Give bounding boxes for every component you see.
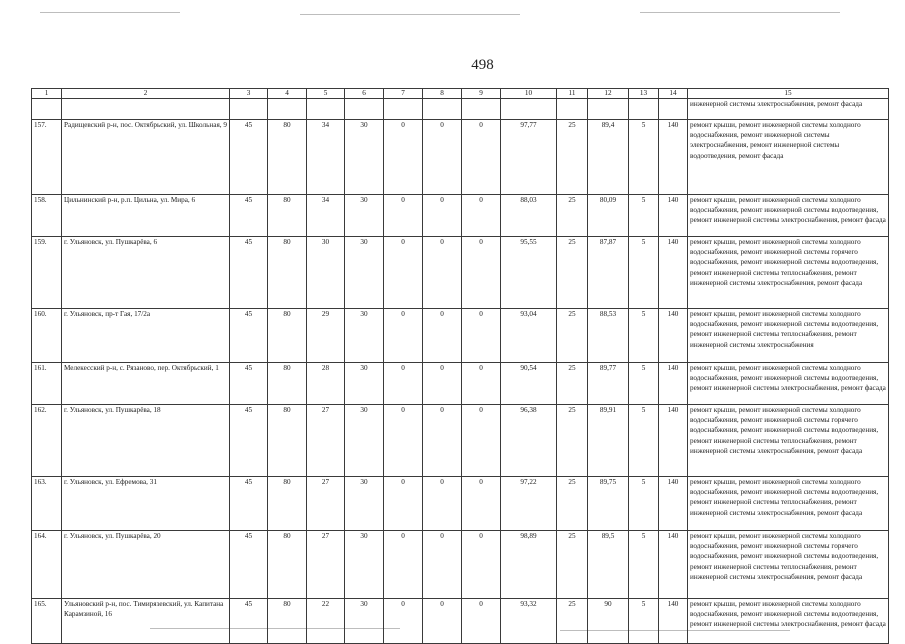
cell-value: 5 — [629, 237, 659, 309]
column-header: 9 — [462, 89, 501, 99]
cell-value: 25 — [557, 120, 588, 195]
cell-num: 162. — [32, 405, 62, 477]
table-row — [32, 531, 889, 599]
cell-value: 89,4 — [588, 120, 629, 195]
cell-value: 5 — [629, 309, 659, 363]
cell-value: 0 — [462, 599, 501, 644]
cell-value: 25 — [557, 405, 588, 477]
cell-value: 45 — [230, 405, 268, 477]
cell-value: 0 — [384, 405, 423, 477]
cell-value: 88,53 — [588, 309, 629, 363]
column-header: 6 — [345, 89, 384, 99]
cell-value: 30 — [345, 531, 384, 599]
table-row — [32, 195, 889, 237]
cell-value: 30 — [345, 120, 384, 195]
cell-value: 30 — [345, 309, 384, 363]
page-number: 498 — [471, 57, 494, 73]
cell-value: 89,75 — [588, 477, 629, 531]
column-header: 11 — [557, 89, 588, 99]
table-row — [32, 405, 889, 477]
cell-value: 97,22 — [501, 477, 557, 531]
cell-value: 80 — [268, 120, 307, 195]
cell-value: 25 — [557, 477, 588, 531]
column-number-row — [32, 89, 889, 99]
column-header: 7 — [384, 89, 423, 99]
cell-value: 80 — [268, 363, 307, 405]
cell-value: 0 — [423, 599, 462, 644]
cell-value: 89,91 — [588, 405, 629, 477]
cell-value: 0 — [423, 237, 462, 309]
cell-value: 140 — [659, 120, 688, 195]
cell-value: 0 — [384, 531, 423, 599]
cell-value: 25 — [557, 195, 588, 237]
table-row — [32, 237, 889, 309]
cell-value: 0 — [423, 309, 462, 363]
cell-value: 89,5 — [588, 531, 629, 599]
cell-address: г. Ульяновск, пр-т Гая, 17/2а — [62, 309, 230, 363]
cell-value: 0 — [384, 309, 423, 363]
cell-address: Радищевский р-н, пос. Октябрьский, ул. Школьная, 9 — [62, 120, 230, 195]
cell-value: 5 — [629, 477, 659, 531]
cell-value: 87,87 — [588, 237, 629, 309]
table-row — [32, 309, 889, 363]
cell-description: ремонт крыши, ремонт инженерной системы холодного водоснабжения, ремонт инженерной системы электроснабжения, ремонт инженерной системы водоотведения, ремонт фасада — [688, 120, 889, 195]
cell-value: 0 — [462, 405, 501, 477]
cell-value: 0 — [462, 363, 501, 405]
cell-description: ремонт крыши, ремонт инженерной системы холодного водоснабжения, ремонт инженерной системы горячего водоснабжения, ремонт инженерной системы водоотведения, ремонт инженерной системы теплоснабжения, ремонт инженерной системы электроснабжения, ремонт фасада — [688, 237, 889, 309]
cell-value: 0 — [423, 195, 462, 237]
cell-num: 161. — [32, 363, 62, 405]
cell-value: 0 — [423, 363, 462, 405]
cell-value: 90 — [588, 599, 629, 644]
cell-value: 30 — [345, 237, 384, 309]
cell-value: 140 — [659, 195, 688, 237]
register-body — [32, 99, 889, 644]
cell-value: 34 — [307, 120, 345, 195]
cell-value: 97,77 — [501, 120, 557, 195]
cell-value: 45 — [230, 120, 268, 195]
cell-value: 45 — [230, 531, 268, 599]
column-header: 12 — [588, 89, 629, 99]
cell-value: 30 — [307, 237, 345, 309]
cell-value: 25 — [557, 237, 588, 309]
scan-artifact — [40, 12, 180, 13]
cell-description: инженерной системы электроснабжения, ремонт фасада — [688, 99, 889, 120]
cell-value: 27 — [307, 405, 345, 477]
cell-value: 80 — [268, 195, 307, 237]
cell-value: 140 — [659, 405, 688, 477]
cell-value: 140 — [659, 309, 688, 363]
cell-value: 80 — [268, 477, 307, 531]
cell-value: 89,77 — [588, 363, 629, 405]
cell-value: 5 — [629, 120, 659, 195]
register-table — [31, 88, 889, 644]
column-header: 3 — [230, 89, 268, 99]
cell-value: 0 — [423, 405, 462, 477]
cell-value: 80 — [268, 405, 307, 477]
cell-value: 0 — [384, 195, 423, 237]
cell-description: ремонт крыши, ремонт инженерной системы холодного водоснабжения, ремонт инженерной системы водоотведения, ремонт инженерной системы теплоснабжения, ремонт инженерной системы электроснабжения, ремонт фасада — [688, 477, 889, 531]
table-row — [32, 120, 889, 195]
cell-address: г. Ульяновск, ул. Пушкарёва, 6 — [62, 237, 230, 309]
cell-value: 30 — [345, 195, 384, 237]
cell-num: 159. — [32, 237, 62, 309]
cell-address: Цильнинский р-н, р.п. Цильна, ул. Мира, 6 — [62, 195, 230, 237]
cell-value: 0 — [384, 120, 423, 195]
cell-value: 45 — [230, 477, 268, 531]
cell-address: Ульяновский р-н, пос. Тимирязевский, ул. Капитана Карамзиной, 16 — [62, 599, 230, 644]
column-header: 14 — [659, 89, 688, 99]
cell-value: 27 — [307, 477, 345, 531]
cell-value: 80 — [268, 531, 307, 599]
cell-value: 30 — [345, 363, 384, 405]
cell-value: 140 — [659, 599, 688, 644]
cell-value: 45 — [230, 237, 268, 309]
cell-value: 140 — [659, 237, 688, 309]
cell-num — [32, 99, 62, 120]
cell-value: 0 — [384, 599, 423, 644]
cell-value: 96,38 — [501, 405, 557, 477]
cell-value: 0 — [384, 237, 423, 309]
cell-value: 5 — [629, 599, 659, 644]
cell-value: 0 — [384, 477, 423, 531]
continuation-row — [32, 99, 889, 120]
cell-value: 30 — [345, 405, 384, 477]
cell-value: 25 — [557, 531, 588, 599]
scan-artifact — [640, 12, 840, 13]
cell-value: 28 — [307, 363, 345, 405]
cell-value: 93,32 — [501, 599, 557, 644]
cell-address: Мелекесский р-н, с. Рязаново, пер. Октябрьский, 1 — [62, 363, 230, 405]
column-header: 10 — [501, 89, 557, 99]
cell-value: 80 — [268, 599, 307, 644]
cell-description: ремонт крыши, ремонт инженерной системы холодного водоснабжения, ремонт инженерной системы горячего водоснабжения, ремонт инженерной системы водоотведения, ремонт инженерной системы теплоснабжения, ремонт инженерной системы электроснабжения, ремонт фасада — [688, 531, 889, 599]
cell-value: 5 — [629, 405, 659, 477]
cell-value: 27 — [307, 531, 345, 599]
cell-num: 165. — [32, 599, 62, 644]
cell-value: 45 — [230, 363, 268, 405]
table-row — [32, 599, 889, 644]
cell-address — [62, 99, 230, 120]
column-header: 2 — [62, 89, 230, 99]
cell-value: 140 — [659, 363, 688, 405]
column-header: 15 — [688, 89, 889, 99]
cell-value: 25 — [557, 309, 588, 363]
cell-value: 0 — [462, 309, 501, 363]
cell-value: 22 — [307, 599, 345, 644]
cell-num: 163. — [32, 477, 62, 531]
cell-description: ремонт крыши, ремонт инженерной системы холодного водоснабжения, ремонт инженерной системы водоотведения, ремонт инженерной системы электроснабжения, ремонт фасада — [688, 363, 889, 405]
cell-num: 164. — [32, 531, 62, 599]
cell-value: 0 — [462, 195, 501, 237]
cell-value: 0 — [384, 363, 423, 405]
cell-value: 140 — [659, 531, 688, 599]
cell-value: 0 — [423, 120, 462, 195]
cell-value: 0 — [462, 120, 501, 195]
cell-value: 30 — [345, 477, 384, 531]
cell-value: 0 — [462, 477, 501, 531]
cell-value: 95,55 — [501, 237, 557, 309]
cell-value: 5 — [629, 363, 659, 405]
column-header: 13 — [629, 89, 659, 99]
cell-value: 34 — [307, 195, 345, 237]
cell-value: 90,54 — [501, 363, 557, 405]
cell-value: 5 — [629, 195, 659, 237]
cell-value: 140 — [659, 477, 688, 531]
cell-value: 93,04 — [501, 309, 557, 363]
cell-description: ремонт крыши, ремонт инженерной системы холодного водоснабжения, ремонт инженерной системы горячего водоснабжения, ремонт инженерной системы водоотведения, ремонт инженерной системы теплоснабжения, ремонт инженерной системы электроснабжения, ремонт фасада — [688, 405, 889, 477]
cell-address: г. Ульяновск, ул. Пушкарёва, 18 — [62, 405, 230, 477]
cell-value: 0 — [423, 477, 462, 531]
cell-value: 80 — [268, 237, 307, 309]
column-header: 8 — [423, 89, 462, 99]
cell-value: 0 — [462, 531, 501, 599]
column-header: 1 — [32, 89, 62, 99]
cell-value: 98,89 — [501, 531, 557, 599]
cell-description: ремонт крыши, ремонт инженерной системы холодного водоснабжения, ремонт инженерной системы водоотведения, ремонт инженерной системы электроснабжения, ремонт фасада — [688, 195, 889, 237]
cell-value: 80 — [268, 309, 307, 363]
scan-artifact — [300, 14, 520, 15]
table-row — [32, 477, 889, 531]
cell-address: г. Ульяновск, ул. Ефремова, 31 — [62, 477, 230, 531]
cell-value: 30 — [345, 599, 384, 644]
cell-value: 45 — [230, 599, 268, 644]
column-header: 4 — [268, 89, 307, 99]
cell-num: 160. — [32, 309, 62, 363]
cell-value: 25 — [557, 363, 588, 405]
cell-value: 25 — [557, 599, 588, 644]
cell-value: 45 — [230, 195, 268, 237]
cell-value: 0 — [423, 531, 462, 599]
cell-value: 45 — [230, 309, 268, 363]
cell-description: ремонт крыши, ремонт инженерной системы холодного водоснабжения, ремонт инженерной системы водоотведения, ремонт инженерной системы электроснабжения, ремонт фасада — [688, 599, 889, 644]
cell-value: 5 — [629, 531, 659, 599]
cell-value: 29 — [307, 309, 345, 363]
cell-value: 88,03 — [501, 195, 557, 237]
cell-num: 157. — [32, 120, 62, 195]
cell-num: 158. — [32, 195, 62, 237]
cell-value: 0 — [462, 237, 501, 309]
cell-value: 80,09 — [588, 195, 629, 237]
column-header: 5 — [307, 89, 345, 99]
cell-description: ремонт крыши, ремонт инженерной системы холодного водоснабжения, ремонт инженерной системы водоотведения, ремонт инженерной системы теплоснабжения, ремонт инженерной системы электроснабжения — [688, 309, 889, 363]
cell-address: г. Ульяновск, ул. Пушкарёва, 20 — [62, 531, 230, 599]
table-row — [32, 363, 889, 405]
